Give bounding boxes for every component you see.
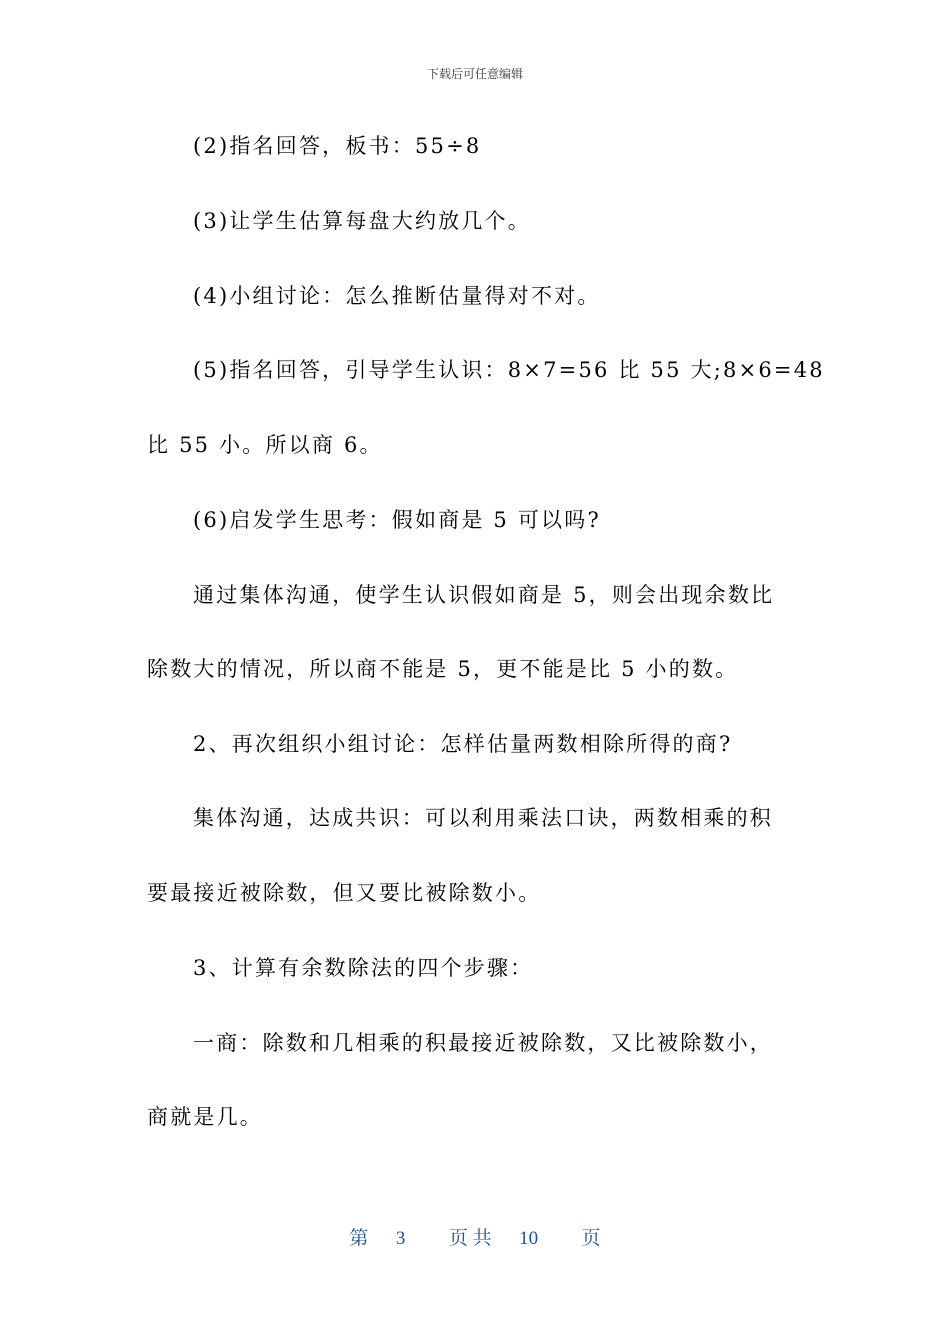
footer-page-current: 3 bbox=[395, 1228, 406, 1249]
page-footer bbox=[0, 1226, 950, 1252]
footer-label-ye-gong: 页 共 bbox=[448, 1228, 492, 1249]
paragraph-line: 商就是几。 bbox=[147, 1105, 263, 1129]
paragraph-line: 比 55 小。所以商 6。 bbox=[147, 433, 383, 457]
header-note: 下载后可任意编辑 bbox=[426, 67, 523, 81]
paragraph-line: 除数大的情况，所以商不能是 5，更不能是比 5 小的数。 bbox=[147, 657, 739, 681]
paragraph-line: 集体沟通，达成共识：可以利用乘法口诀，两数相乘的积 bbox=[193, 806, 773, 830]
paragraph-line: 2、再次组织小组讨论：怎样估量两数相除所得的商? bbox=[193, 732, 733, 756]
paragraph-line: (4)小组讨论：怎么推断估量得对不对。 bbox=[193, 284, 601, 308]
paragraph-line: 要最接近被除数，但又要比被除数小。 bbox=[147, 881, 542, 905]
paragraph-line: (2)指名回答，板书：55÷8 bbox=[193, 134, 482, 158]
footer-label-ye: 页 bbox=[581, 1228, 601, 1249]
footer-page-total: 10 bbox=[519, 1228, 539, 1249]
paragraph-line: (5)指名回答，引导学生认识：8×7=56 比 55 大;8×6=48 bbox=[193, 358, 825, 382]
paragraph-line: 3、计算有余数除法的四个步骤： bbox=[193, 956, 534, 980]
paragraph-line: (6)启发学生思考：假如商是 5 可以吗? bbox=[193, 508, 601, 532]
footer-label-di: 第 bbox=[349, 1228, 369, 1249]
paragraph-line: (3)让学生估算每盘大约放几个。 bbox=[193, 209, 531, 233]
paragraph-line: 通过集体沟通，使学生认识假如商是 5，则会出现余数比 bbox=[193, 583, 775, 607]
paragraph-line: 一商：除数和几相乘的积最接近被除数，又比被除数小， bbox=[193, 1031, 773, 1055]
